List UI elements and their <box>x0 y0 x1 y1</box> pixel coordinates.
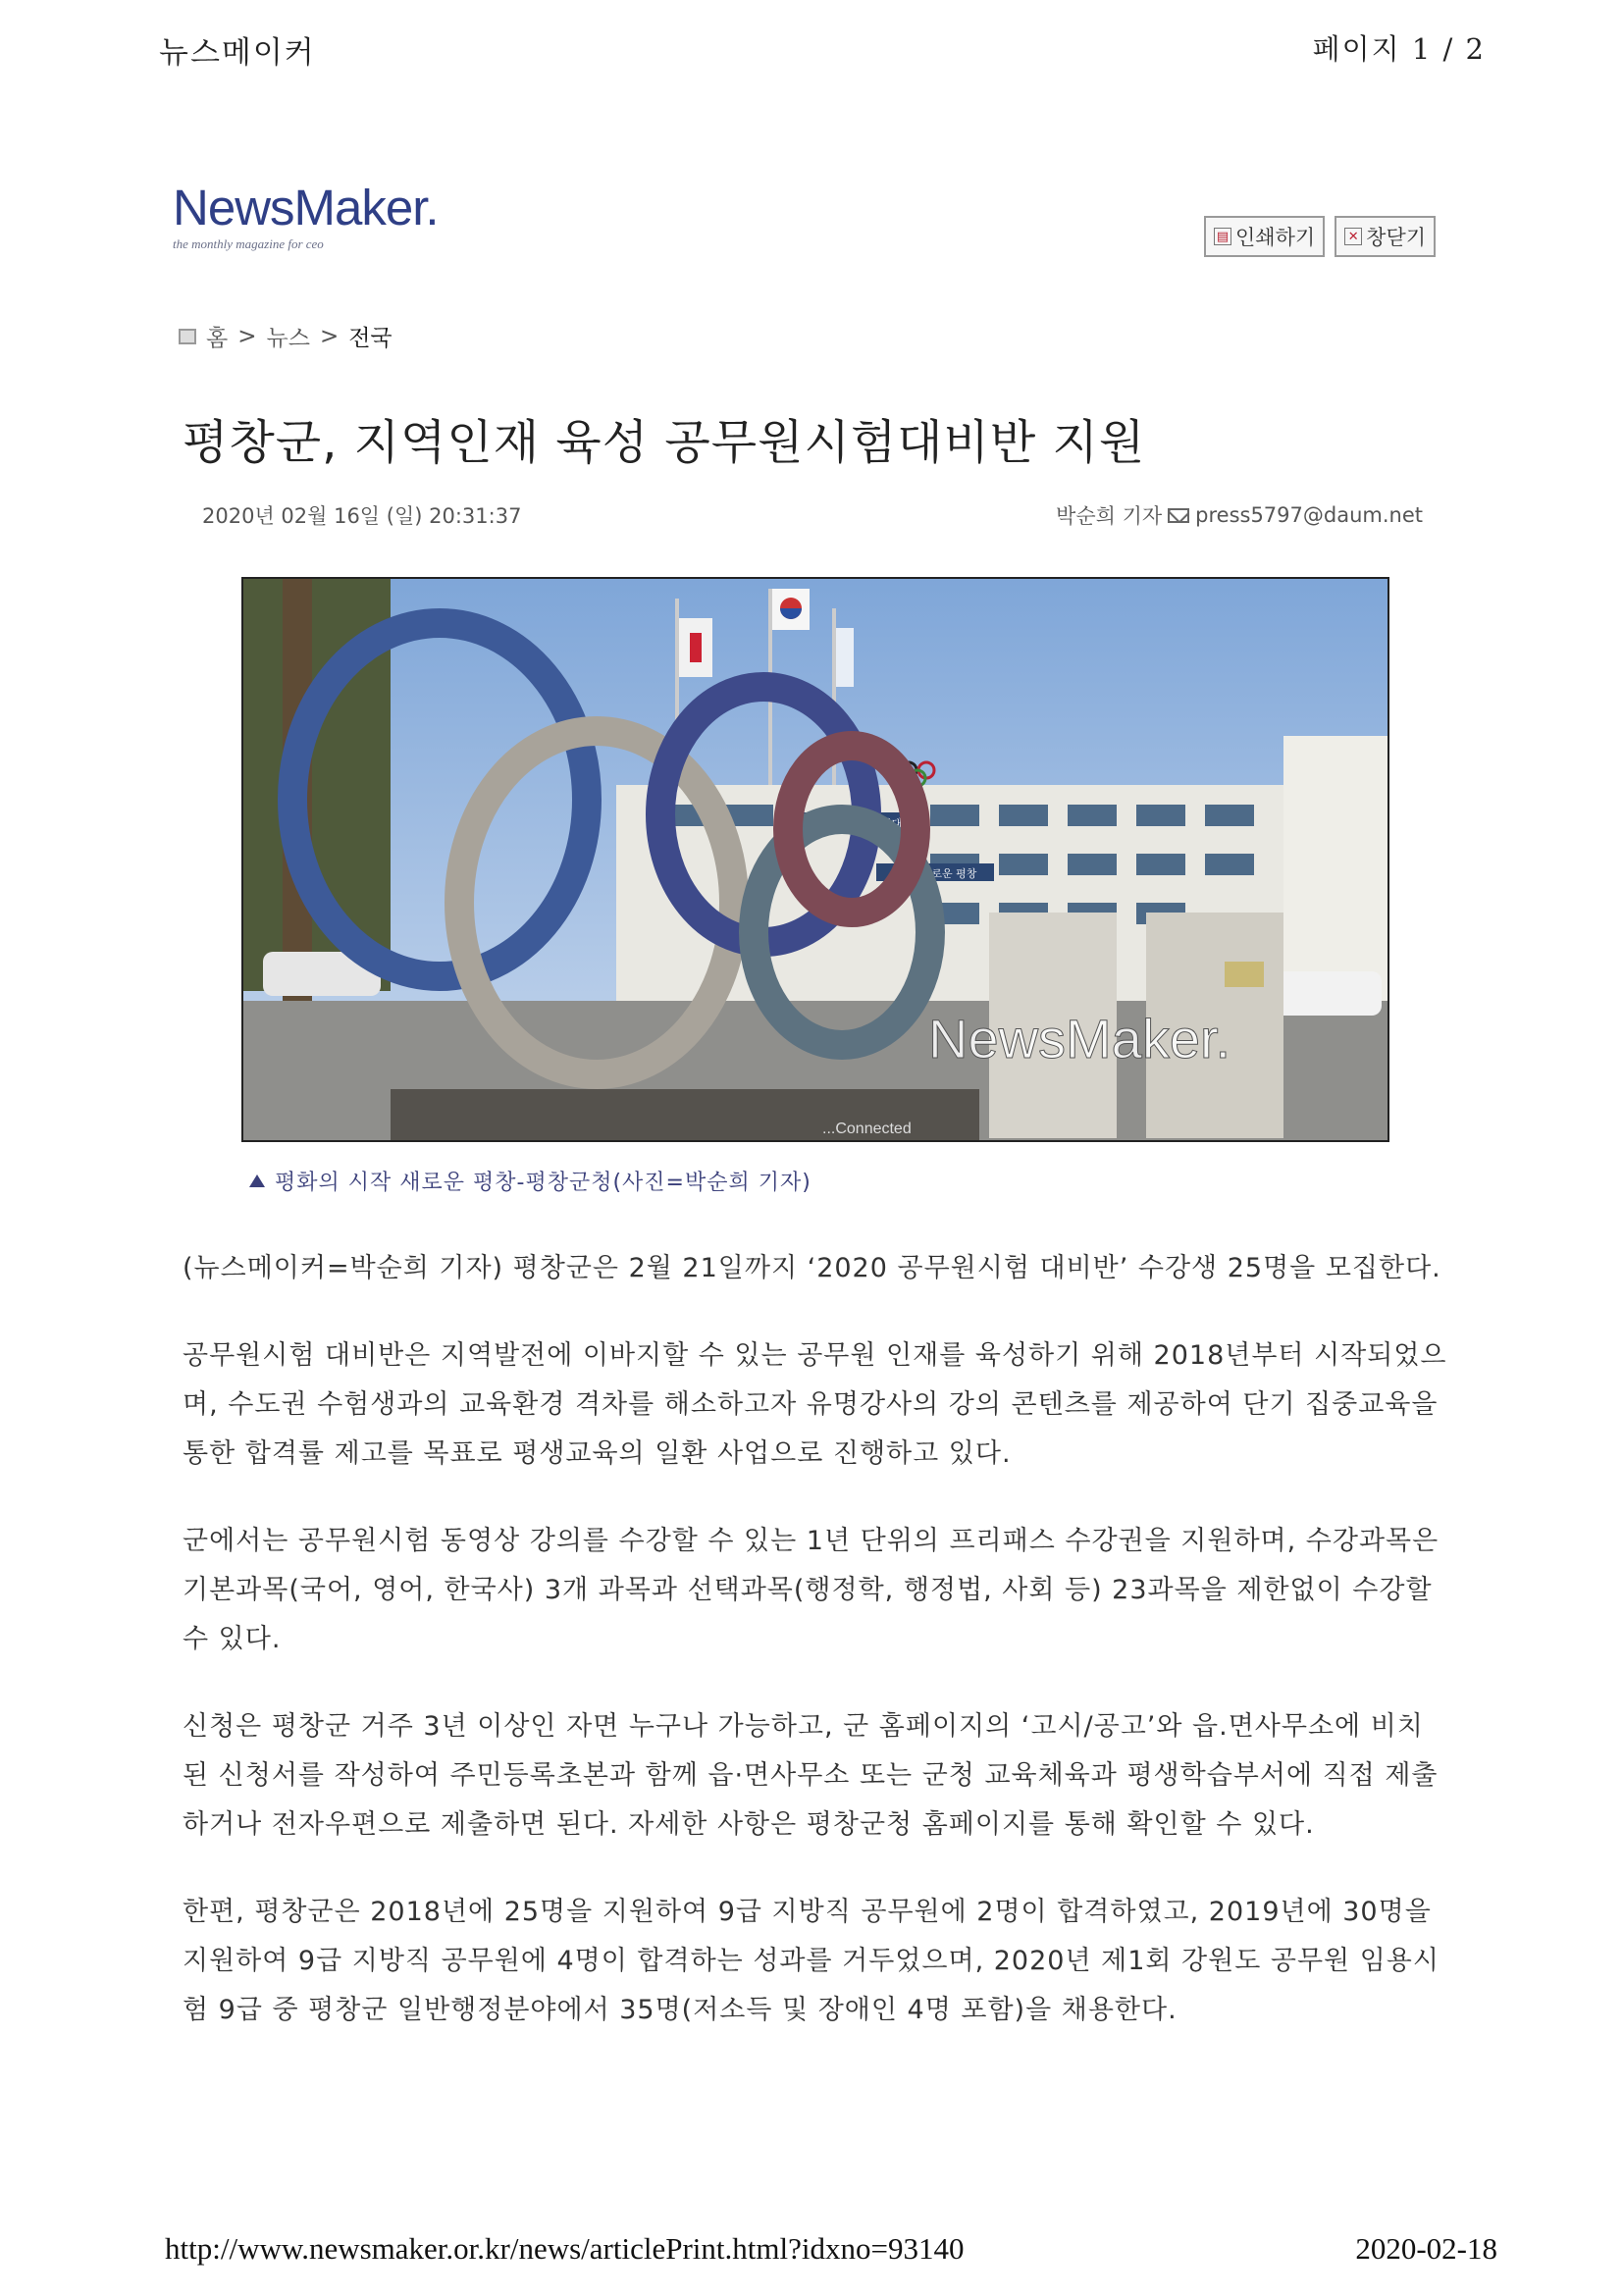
breadcrumb <box>179 320 393 352</box>
article-paragraph: 신청은 평창군 거주 3년 이상인 자면 누구나 가능하고, 군 홈페이지의 ‘고시/공고’와 읍.면사무소에 비치된 신청서를 작성하여 주민등록초본과 함께 읍·면사무소 또는 군청 교육체육과 평생학습부서에 직접 제출하거나 전자우편으로 제출하면 된다. 자세한 사항은 평창군청 홈페이지를 통해 확인할 수 있다. <box>183 1711 1439 1840</box>
print-url: http://www.newsmaker.or.kr/news/articlePrint.html?idxno=93140 <box>165 2231 965 2266</box>
close-icon: ✕ <box>1344 228 1362 245</box>
article-byline <box>1056 500 1423 530</box>
photo-base-text: ...Connected <box>822 1121 912 1137</box>
triangle-up-icon <box>249 1174 265 1187</box>
photo-watermark: NewsMaker. <box>928 1008 1231 1070</box>
article-photo <box>241 577 1389 1142</box>
article-paragraph: (뉴스메이커=박순희 기자) 평창군은 2월 21일까지 ‘2020 공무원시험 대비반’ 수강생 25명을 모집한다. <box>183 1253 1441 1283</box>
print-date: 2020-02-18 <box>1355 2231 1497 2266</box>
article-date: 2020년 02월 16일 (일) 20:31:37 <box>202 504 522 528</box>
mail-icon[interactable] <box>1168 508 1189 523</box>
photo-sign-2: 시작, 새로운 평창 <box>893 867 977 880</box>
print-site-name: 뉴스메이커 <box>159 35 316 71</box>
article-paragraph: 한편, 평창군은 2018년에 25명을 지원하여 9급 지방직 공무원에 2명이 합격하였고, 2019년에 30명을 지원하여 9급 지방직 공무원에 4명이 합격하는 성과를 거두었으며, 2020년 제1회 강원도 공무원 임용시험 9급 중 평창군 일반행정분야에서 35명(저소득 및 장애인 4명 포함)을 채용한다. <box>183 1897 1440 2025</box>
print-button-label: 인쇄하기 <box>1235 226 1316 249</box>
printer-icon: ▤ <box>1214 228 1231 245</box>
photo-sign-1: 평화와 번영 강원시대 <box>801 817 903 830</box>
breadcrumb-home[interactable]: 홈 <box>206 326 229 351</box>
breadcrumb-news[interactable]: 뉴스 <box>266 326 310 351</box>
photo-caption-text: 평화의 시작 새로운 평창-평창군청(사진=박순희 기자) <box>275 1171 812 1195</box>
author-name: 박순희 기자 <box>1056 504 1163 528</box>
home-icon <box>179 329 196 344</box>
article-paragraph: 군에서는 공무원시험 동영상 강의를 수강할 수 있는 1년 단위의 프리패스 수강권을 지원하며, 수강과목은 기본과목(국어, 영어, 한국사) 3개 과목과 선택과목(행정학, 행정법, 사회 등) 23과목을 제한없이 수강할 수 있다. <box>183 1526 1440 1654</box>
breadcrumb-current[interactable]: 전국 <box>348 326 393 351</box>
site-logo[interactable] <box>173 180 439 252</box>
article-tools <box>1204 216 1436 257</box>
logo-tagline: the monthly magazine for ceo <box>173 236 324 251</box>
close-window-button[interactable] <box>1335 216 1436 257</box>
print-page-indicator: 페이지 1 / 2 <box>1312 32 1486 66</box>
logo-wordmark: NewsMaker. <box>173 180 439 235</box>
article-paragraph: 공무원시험 대비반은 지역발전에 이바지할 수 있는 공무원 인재를 육성하기 위해 2018년부터 시작되었으며, 수도권 수험생과의 교육환경 격차를 해소하고자 유명강사의 강의 콘텐츠를 제공하여 단기 집중교육을 통한 합격률 제고를 목표로 평생교육의 일환 사업으로 진행하고 있다. <box>183 1340 1447 1469</box>
close-button-label: 창닫기 <box>1366 226 1427 249</box>
breadcrumb-separator: > <box>237 323 257 349</box>
breadcrumb-separator: > <box>319 323 340 349</box>
print-button[interactable] <box>1204 216 1325 257</box>
print-header <box>159 27 1486 71</box>
author-email[interactable]: press5797@daum.net <box>1195 503 1423 527</box>
article-title: 평창군, 지역인재 육성 공무원시험대비반 지원 <box>183 415 1146 470</box>
article-body <box>183 1244 1448 2073</box>
photo-caption <box>249 1166 812 1196</box>
